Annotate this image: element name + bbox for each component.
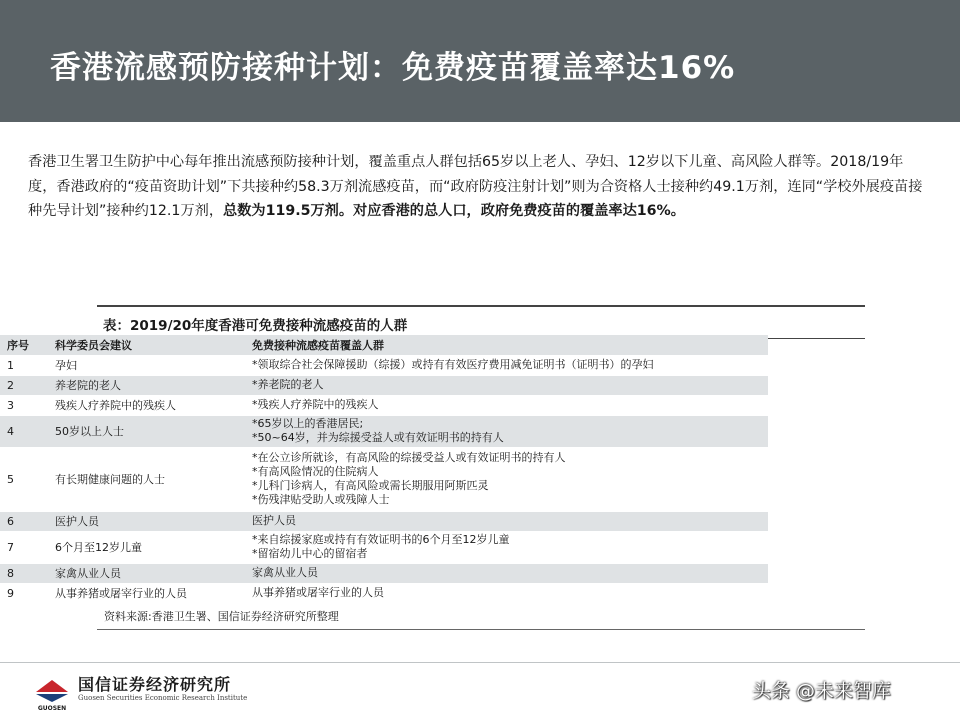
svg-text:GUOSEN: GUOSEN — [37, 705, 67, 712]
row-coverage — [252, 375, 762, 395]
table-top-rule — [97, 305, 865, 307]
row-separator — [0, 563, 768, 564]
table-row — [0, 415, 768, 447]
row-recommendation: 有长期健康问题的人士 — [55, 473, 165, 486]
row-coverage — [252, 563, 762, 583]
intro-paragraph — [28, 150, 928, 224]
watermark: 头条 @未来智库 — [752, 680, 892, 702]
table-header-cell: 序号 — [7, 339, 29, 352]
coverage-line: *养老院的老人 — [252, 378, 324, 391]
row-separator — [0, 447, 768, 448]
source-note: 资料来源:香港卫生署、国信证券经济研究所整理 — [104, 610, 339, 623]
table-header-cell: 免费接种流感疫苗覆盖人群 — [252, 339, 384, 352]
coverage-line: *留宿幼儿中心的留宿者 — [252, 547, 368, 560]
page-title: 香港流感预防接种计划：免费疫苗覆盖率达16% — [50, 50, 736, 86]
row-recommendation: 孕妇 — [55, 359, 77, 372]
table-row — [0, 355, 768, 375]
table-title: 表：2019/20年度香港可免费接种流感疫苗的人群 — [103, 318, 408, 334]
table-row — [0, 375, 768, 395]
row-recommendation: 家禽从业人员 — [55, 567, 121, 580]
table-row — [0, 531, 768, 563]
table-row — [0, 563, 768, 583]
footer-logo-english: Guosen Securities Economic Research Institute — [78, 694, 248, 702]
table-header-row — [0, 335, 768, 355]
row-recommendation: 医护人员 — [55, 515, 99, 528]
row-recommendation: 从事养猪或屠宰行业的人员 — [55, 587, 187, 600]
row-coverage — [252, 447, 762, 511]
row-number: 7 — [7, 540, 14, 554]
row-number: 8 — [7, 566, 14, 580]
intro-bold-text: 总数为119.5万剂。对应香港的总人口，政府免费疫苗的覆盖率达16%。 — [223, 203, 685, 219]
row-recommendation: 50岁以上人士 — [55, 425, 124, 438]
row-recommendation: 残疾人疗养院中的残疾人 — [55, 399, 176, 412]
row-number: 1 — [7, 358, 14, 372]
table-row — [0, 447, 768, 511]
row-separator — [0, 531, 768, 532]
coverage-line: *有高风险情况的住院病人 — [252, 465, 379, 478]
table-bottom-rule — [97, 629, 865, 630]
coverage-line: *领取综合社会保障援助（综援）或持有有效医疗费用减免证明书（证明书）的孕妇 — [252, 358, 654, 371]
coverage-line: 家禽从业人员 — [252, 566, 318, 579]
row-number: 4 — [7, 424, 14, 438]
row-coverage — [252, 415, 762, 447]
intro-text: 香港卫生署卫生防护中心每年推出流感预防接种计划，覆盖重点人群包括65岁以上老人、孕妇、12岁以下儿童、高风险人群等。2018/19年度，香港政府的“疫苗资助计划”下共接种约58.3万剂流感疫苗，而“政府防疫注射计划”则为合资格人士接种约49.1万剂，连同“学校外展疫苗接种先导计划”接种约12.1万剂， — [28, 154, 923, 219]
row-coverage — [252, 511, 762, 531]
coverage-line: *在公立诊所就诊，有高风险的综援受益人或有效证明书的持有人 — [252, 451, 566, 464]
row-separator — [0, 511, 768, 512]
title-bar — [0, 0, 960, 122]
row-recommendation: 6个月至12岁儿童 — [55, 541, 142, 554]
row-number: 6 — [7, 514, 14, 528]
row-separator — [0, 375, 768, 376]
coverage-line: *伤残津贴受助人或残障人士 — [252, 493, 390, 506]
row-coverage — [252, 395, 762, 415]
table-header-cell: 科学委员会建议 — [55, 339, 132, 352]
row-number: 3 — [7, 398, 14, 412]
coverage-line: 医护人员 — [252, 514, 296, 527]
coverage-line: *儿科门诊病人，有高风险或需长期服用阿斯匹灵 — [252, 479, 489, 492]
guosen-logo-icon — [32, 672, 72, 712]
row-separator — [0, 415, 768, 416]
row-coverage — [252, 355, 762, 375]
row-number: 9 — [7, 586, 14, 600]
coverage-line: *残疾人疗养院中的残疾人 — [252, 398, 379, 411]
coverage-line: *50~64岁，并为综援受益人或有效证明书的持有人 — [252, 431, 504, 444]
table-row — [0, 395, 768, 415]
row-coverage — [252, 531, 762, 563]
footer-divider — [0, 662, 960, 663]
table-row — [0, 583, 768, 603]
row-separator — [0, 395, 768, 396]
table-row — [0, 511, 768, 531]
footer-logo-name: 国信证券经济研究所 — [78, 675, 232, 694]
row-separator — [0, 355, 768, 356]
row-recommendation: 养老院的老人 — [55, 379, 121, 392]
row-number: 2 — [7, 378, 14, 392]
coverage-line: *来自综援家庭或持有有效证明书的6个月至12岁儿童 — [252, 533, 510, 546]
coverage-line: *65岁以上的香港居民; — [252, 417, 364, 430]
row-separator — [0, 583, 768, 584]
row-number: 5 — [7, 472, 14, 486]
row-coverage — [252, 583, 762, 603]
coverage-line: 从事养猪或屠宰行业的人员 — [252, 586, 384, 599]
